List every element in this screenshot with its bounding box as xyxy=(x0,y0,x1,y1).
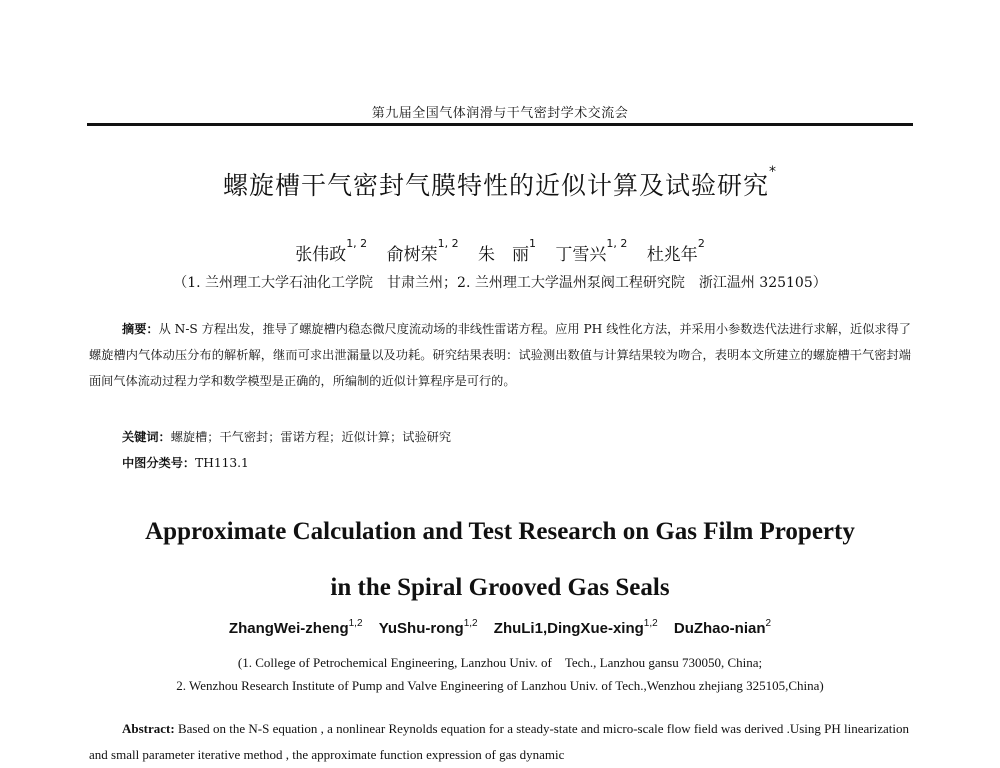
title-footnote-mark: * xyxy=(769,164,777,180)
author-name: 张伟政 xyxy=(295,245,347,265)
author-affil-mark: 1,2 xyxy=(348,618,363,629)
author-name: 朱 丽 xyxy=(478,245,529,265)
author-5 xyxy=(646,237,705,265)
author-2 xyxy=(386,237,459,265)
author-affil-mark: 1 xyxy=(529,237,536,250)
english-title-line-1: Approximate Calculation and Test Research on Gas Film Property xyxy=(145,518,855,545)
author-affil-mark: 1,2 xyxy=(463,618,478,629)
keywords-text: 螺旋槽；干气密封；雷诺方程；近似计算；试验研究 xyxy=(170,430,452,444)
author-en-4 xyxy=(674,620,771,637)
author-name: 丁雪兴 xyxy=(555,245,607,265)
author-3 xyxy=(478,237,536,265)
author-1 xyxy=(295,237,368,265)
abstract-label: 摘要： xyxy=(122,322,159,336)
author-name: 杜兆年 xyxy=(646,245,698,265)
chinese-title xyxy=(0,166,1000,202)
chinese-keywords xyxy=(122,428,451,445)
author-affil-mark: 1,2 xyxy=(643,618,658,629)
english-affiliation-line-1: (1. College of Petrochemical Engineering, Lanzhou Univ. of Tech., Lanzhou gansu 730050, China; xyxy=(237,655,763,670)
clc-text: TH113.1 xyxy=(195,456,249,470)
abstract-text: Based on the N-S equation , a nonlinear Reynolds equation for a steady-state and micro-scale flow field was derived .Using PH linearization and small parameter iterative method , the approximate function expression of gas dynamic xyxy=(89,721,910,762)
author-affil-mark: 2 xyxy=(697,237,705,250)
author-en-2 xyxy=(379,620,478,637)
english-abstract xyxy=(89,716,911,768)
author-name: ZhuLi1,DingXue-xing xyxy=(493,620,644,637)
english-affiliation-line-2: 2. Wenzhou Research Institute of Pump and Valve Engineering of Lanzhou Univ. of Tech.,Wenzhou zhejiang 325105,China) xyxy=(176,678,824,693)
chinese-affiliation: （1. 兰州理工大学石油化工学院 甘肃兰州；2. 兰州理工大学温州泵阀工程研究院 浙江温州 325105） xyxy=(173,275,827,291)
author-4 xyxy=(555,237,628,265)
abstract-text: 从 N-S 方程出发，推导了螺旋槽内稳态微尺度流动场的非线性雷诺方程。应用 PH 线性化方法，并采用小参数迭代法进行求解，近似求得了螺旋槽内气体动压分布的解析解，继而可求出泄漏量以及功耗。研究结果表明：试验测出数值与计算结果较为吻合，表明本文所建立的螺旋槽干气密封端面间气体流动过程力学和数学模型是正确的，所编制的近似计算程序是可行的。 xyxy=(89,322,911,388)
author-affil-mark: 1, 2 xyxy=(606,237,628,250)
clc-label: 中图分类号： xyxy=(122,456,196,470)
keywords-label: 关键词： xyxy=(122,430,171,444)
header-rule xyxy=(87,123,913,126)
classification-number xyxy=(122,454,249,471)
author-name: YuShu-rong xyxy=(378,620,464,637)
author-en-1 xyxy=(229,620,363,637)
running-header: 第九届全国气体润滑与干气密封学术交流会 xyxy=(371,106,629,121)
english-authors xyxy=(0,620,1000,637)
chinese-title-text: 螺旋槽干气密封气膜特性的近似计算及试验研究 xyxy=(222,171,769,200)
author-affil-mark: 1, 2 xyxy=(437,237,459,250)
chinese-authors xyxy=(0,237,1000,265)
author-affil-mark: 2 xyxy=(765,618,772,629)
author-name: 俞树荣 xyxy=(386,245,438,265)
chinese-abstract xyxy=(89,316,911,394)
author-name: ZhangWei-zheng xyxy=(228,620,349,637)
abstract-label: Abstract: xyxy=(122,721,175,736)
author-affil-mark: 1, 2 xyxy=(346,237,368,250)
english-title-line-2: in the Spiral Grooved Gas Seals xyxy=(330,574,670,601)
author-name: DuZhao-nian xyxy=(673,620,766,637)
author-en-3 xyxy=(494,620,658,637)
